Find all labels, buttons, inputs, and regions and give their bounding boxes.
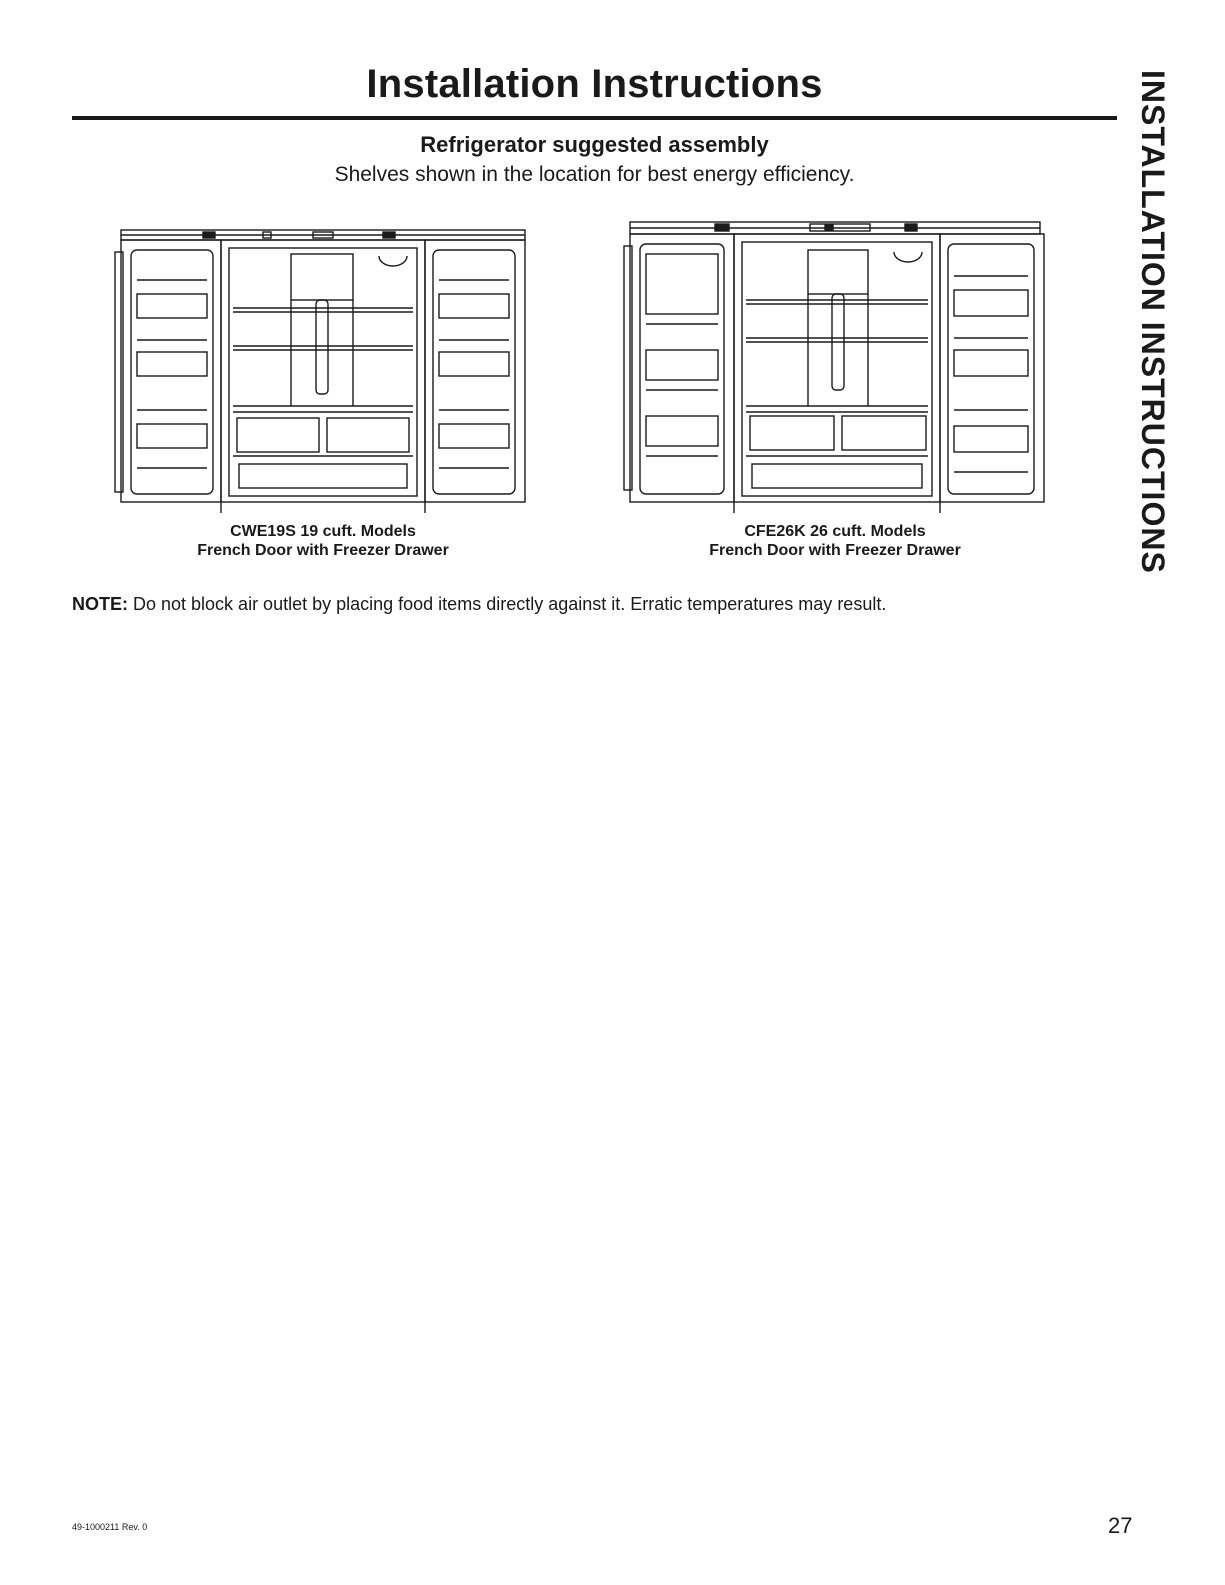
refrigerator-diagram-cfe26k	[620, 220, 1050, 513]
figure-caption-cwe19s	[113, 522, 533, 560]
note-paragraph	[72, 594, 1117, 615]
title-rule	[72, 116, 1117, 120]
side-tab-label: INSTALLATION INSTRUCTIONS	[1135, 70, 1171, 574]
page-number: 27	[1108, 1513, 1133, 1538]
caption-model-line: CFE26K 26 cuft. Models	[744, 523, 926, 540]
side-tab	[1137, 70, 1169, 670]
section-subtitle: Shelves shown in the location for best energy efficiency.	[334, 163, 855, 186]
page-title: Installation Instructions	[366, 62, 823, 106]
section-title: Refrigerator suggested assembly	[420, 132, 769, 157]
caption-model-line: CWE19S 19 cuft. Models	[230, 523, 416, 540]
refrigerator-diagram-cwe19s	[113, 228, 533, 513]
caption-type-line: French Door with Freezer Drawer	[197, 542, 449, 559]
caption-type-line: French Door with Freezer Drawer	[709, 542, 961, 559]
document-code: 49-1000211 Rev. 0	[72, 1522, 148, 1532]
figure-caption-cfe26k	[620, 522, 1050, 560]
note-label: NOTE:	[72, 594, 128, 614]
note-text: Do not block air outlet by placing food items directly against it. Erratic temperatures may result.	[128, 594, 887, 614]
